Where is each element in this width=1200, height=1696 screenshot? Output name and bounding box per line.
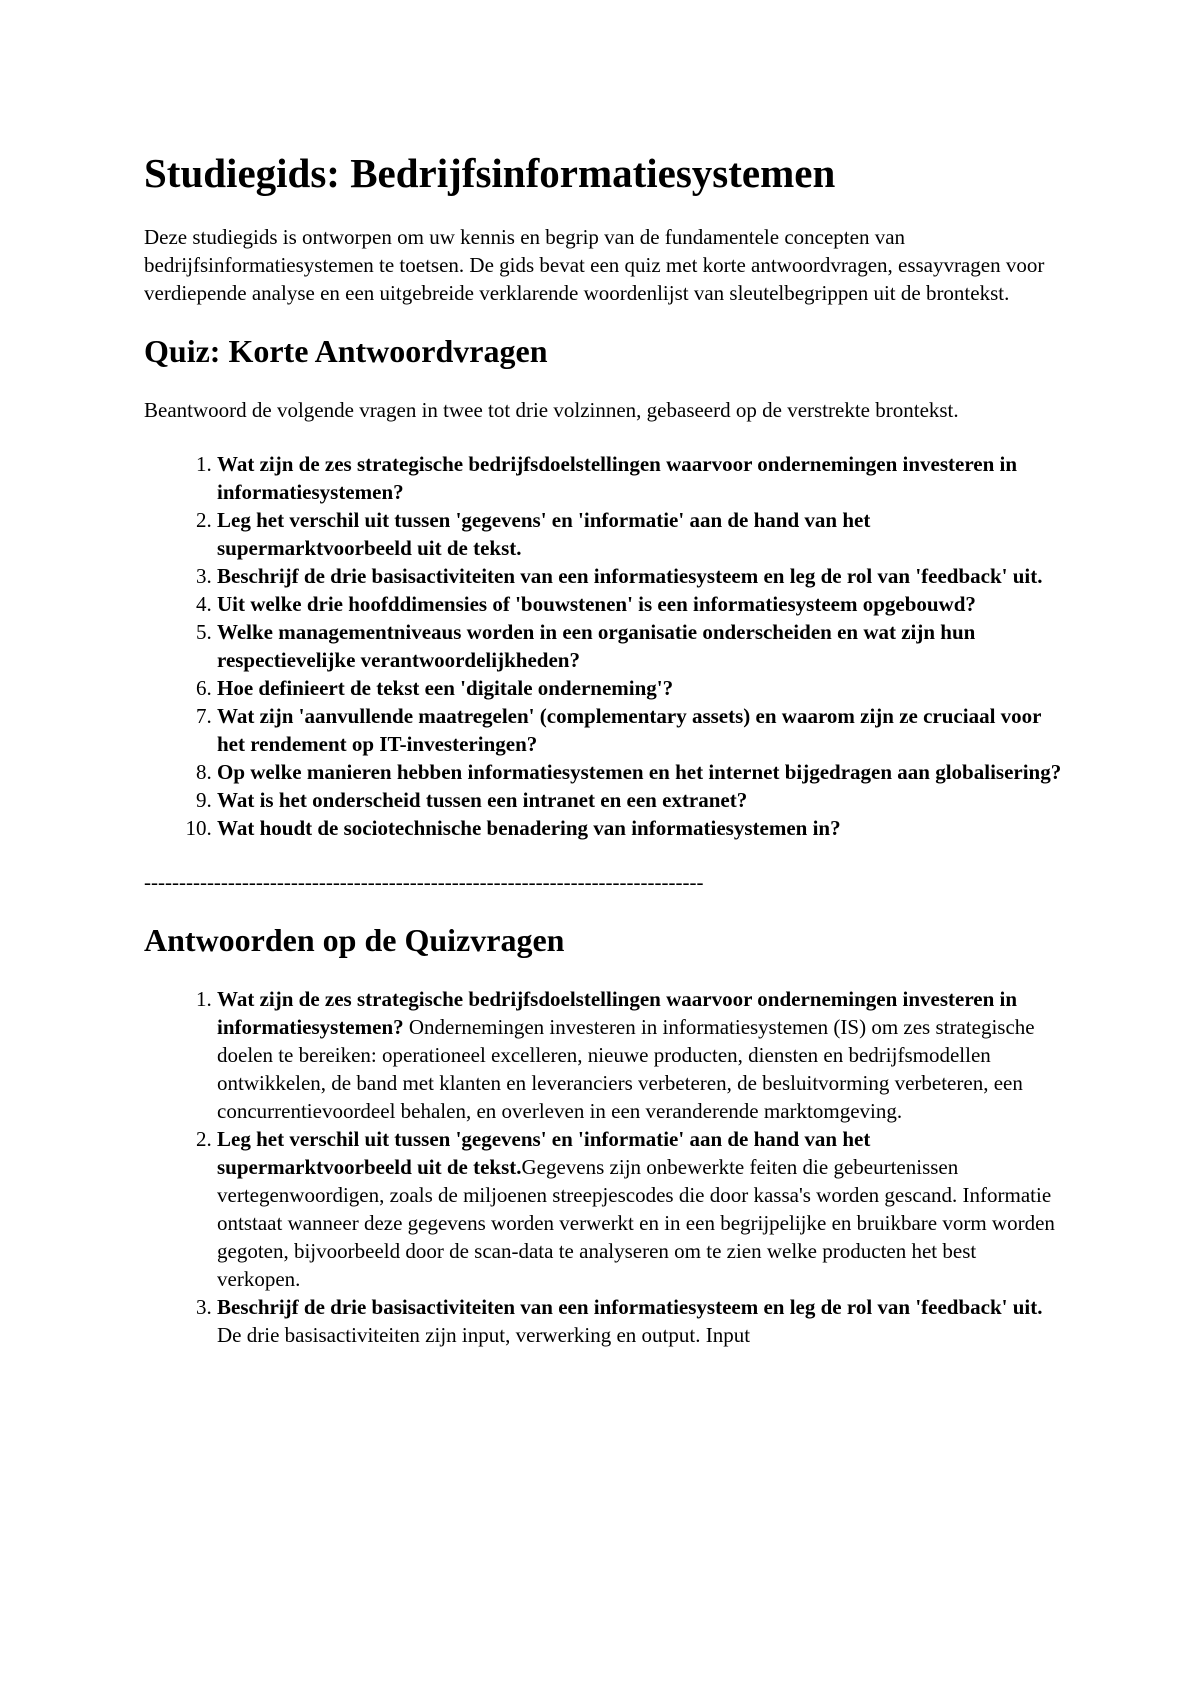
document-page [144, 150, 1064, 1375]
quiz-heading: Quiz: Korte Antwoordvragen [144, 333, 548, 370]
question-text: Leg het verschil uit tussen 'gegevens' en 'informatie' aan de hand van het supermarktvoorbeeld uit de tekst. [217, 507, 871, 560]
question-text: Wat zijn de zes strategische bedrijfsdoelstellingen waarvoor ondernemingen investeren in informatiesystemen? [217, 451, 1018, 504]
answer-list [144, 985, 1064, 1349]
page-title: Studiegids: Bedrijfsinformatiesystemen [144, 150, 836, 196]
quiz-question [217, 506, 1064, 562]
question-text: Beschrijf de drie basisactiviteiten van een informatiesysteem en leg de rol van 'feedback' uit. [217, 563, 1043, 588]
question-text: Hoe definieert de tekst een 'digitale onderneming'? [217, 675, 674, 700]
answer-question: Leg het verschil uit tussen 'gegevens' en 'informatie' aan de hand van het supermarktvoorbeeld uit de tekst. [217, 1126, 871, 1179]
question-text: Uit welke drie hoofddimensies of 'bouwstenen' is een informatiesysteem opgebouwd? [217, 591, 976, 616]
quiz-section [144, 333, 1064, 842]
answer-text: Gegevens zijn onbewerkte feiten die gebeurtenissen vertegenwoordigen, zoals de miljoenen streepjescodes die door kassa's worden gescand. Informatie ontstaat wanneer deze gegevens worden verwerkt en in een begrijpelijke en bruikbare vorm worden gegoten, bijvoorbeeld door de scan-data te analyseren om te zien welke producten het best verkopen. [217, 1154, 1055, 1291]
question-text: Wat is het onderscheid tussen een intranet en een extranet? [217, 787, 748, 812]
question-text: Wat zijn 'aanvullende maatregelen' (complementary assets) en waarom zijn ze cruciaal voor het rendement op IT-investeringen? [217, 703, 1042, 756]
answer-question: Wat zijn de zes strategische bedrijfsdoelstellingen waarvoor ondernemingen investeren in informatiesystemen? [217, 986, 1018, 1039]
quiz-question [217, 786, 1064, 814]
section-divider: -------------------------------------------------------------------------------- [144, 869, 704, 894]
answer-item [217, 1125, 1064, 1293]
quiz-question [217, 562, 1064, 590]
quiz-question [217, 814, 1064, 842]
intro-paragraph: Deze studiegids is ontworpen om uw kennis en begrip van de fundamentele concepten van bedrijfsinformatiesystemen te toetsen. De gids bevat een quiz met korte antwoordvragen, essayvragen voor verdiepende analyse en een uitgebreide verklarende woordenlijst van sleutelbegrippen uit de brontekst. [144, 225, 1045, 306]
answer-question: Beschrijf de drie basisactiviteiten van een informatiesysteem en leg de rol van 'feedback' uit. [217, 1294, 1043, 1319]
answers-section [144, 922, 1064, 1349]
answer-text: Ondernemingen investeren in informatiesystemen (IS) om zes strategische doelen te bereiken: operationeel excelleren, nieuwe producten, diensten en bedrijfsmodellen ontwikkelen, de band met klanten en leveranciers verbeteren, de besluitvorming verbeteren, een concurrentievoordeel behalen, en overleven in een veranderende marktomgeving. [217, 1014, 1035, 1123]
answer-text: De drie basisactiviteiten zijn input, verwerking en output. Input [217, 1322, 751, 1347]
answer-item [217, 1293, 1064, 1349]
quiz-instruction: Beantwoord de volgende vragen in twee tot drie volzinnen, gebaseerd op de verstrekte brontekst. [144, 397, 959, 422]
question-text: Wat houdt de sociotechnische benadering van informatiesystemen in? [217, 815, 841, 840]
question-text: Op welke manieren hebben informatiesystemen en het internet bijgedragen aan globalisering? [217, 759, 1062, 784]
quiz-question [217, 618, 1064, 674]
quiz-question [217, 674, 1064, 702]
quiz-question [217, 590, 1064, 618]
quiz-question [217, 702, 1064, 758]
quiz-question-list [144, 450, 1064, 842]
quiz-question [217, 450, 1064, 506]
answers-heading: Antwoorden op de Quizvragen [144, 921, 565, 958]
question-text: Welke managementniveaus worden in een organisatie onderscheiden en wat zijn hun respectievelijke verantwoordelijkheden? [217, 619, 976, 672]
quiz-question [217, 758, 1064, 786]
answer-item [217, 985, 1064, 1125]
